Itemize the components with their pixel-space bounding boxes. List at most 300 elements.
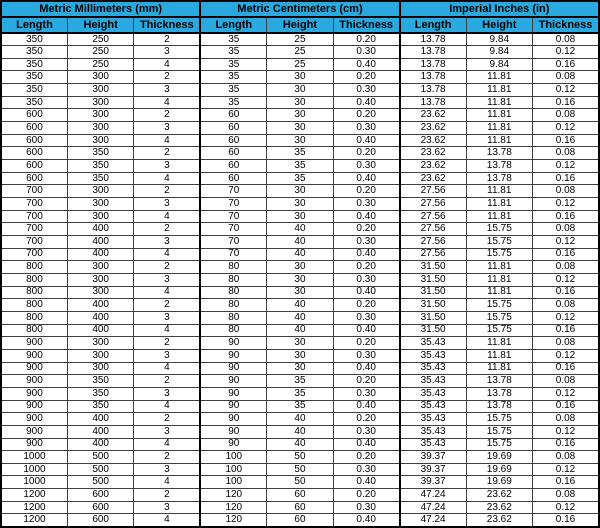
table-cell: 2 [134, 489, 200, 502]
table-cell: 0.30 [333, 84, 399, 97]
table-cell: 700 [1, 185, 67, 198]
table-cell: 30 [267, 261, 333, 274]
table-cell: 4 [134, 134, 200, 147]
table-cell: 19.69 [466, 463, 532, 476]
table-cell: 0.08 [533, 71, 600, 84]
table-row [1, 286, 599, 299]
table-cell: 300 [67, 286, 133, 299]
table-cell: 90 [200, 413, 266, 426]
table-body [1, 33, 599, 527]
table-cell: 0.12 [533, 160, 600, 173]
table-cell: 90 [200, 400, 266, 413]
table-cell: 700 [1, 248, 67, 261]
table-cell: 0.08 [533, 223, 600, 236]
table-cell: 2 [134, 261, 200, 274]
table-row [1, 46, 599, 59]
table-cell: 60 [267, 514, 333, 527]
table-cell: 15.75 [466, 311, 532, 324]
table-cell: 90 [200, 337, 266, 350]
table-row [1, 160, 599, 173]
table-cell: 600 [67, 489, 133, 502]
table-cell: 300 [67, 362, 133, 375]
table-cell: 3 [134, 198, 200, 211]
table-cell: 600 [1, 109, 67, 122]
table-row [1, 33, 599, 46]
table-cell: 300 [67, 185, 133, 198]
table-cell: 400 [67, 248, 133, 261]
table-cell: 0.16 [533, 96, 600, 109]
table-cell: 2 [134, 451, 200, 464]
table-cell: 2 [134, 413, 200, 426]
table-row [1, 400, 599, 413]
table-cell: 27.56 [400, 185, 466, 198]
table-cell: 23.62 [466, 489, 532, 502]
table-cell: 0.12 [533, 463, 600, 476]
col-header-cm-length: Length [200, 17, 266, 33]
table-cell: 30 [267, 349, 333, 362]
table-cell: 0.20 [333, 375, 399, 388]
table-cell: 11.81 [466, 96, 532, 109]
table-cell: 300 [67, 210, 133, 223]
table-cell: 23.62 [400, 147, 466, 160]
table-cell: 1200 [1, 489, 67, 502]
table-cell: 400 [67, 425, 133, 438]
table-cell: 25 [267, 33, 333, 46]
table-cell: 35.43 [400, 425, 466, 438]
table-cell: 15.75 [466, 324, 532, 337]
table-cell: 40 [267, 311, 333, 324]
table-cell: 13.78 [400, 96, 466, 109]
table-cell: 40 [267, 425, 333, 438]
table-cell: 35 [267, 160, 333, 173]
table-row [1, 198, 599, 211]
table-cell: 0.16 [533, 362, 600, 375]
table-row [1, 489, 599, 502]
table-row [1, 261, 599, 274]
table-cell: 11.81 [466, 109, 532, 122]
table-cell: 2 [134, 109, 200, 122]
table-cell: 11.81 [466, 273, 532, 286]
table-cell: 300 [67, 261, 133, 274]
table-cell: 11.81 [466, 349, 532, 362]
table-cell: 0.40 [333, 172, 399, 185]
table-cell: 3 [134, 501, 200, 514]
table-cell: 2 [134, 375, 200, 388]
table-cell: 23.62 [400, 134, 466, 147]
table-cell: 250 [67, 58, 133, 71]
table-cell: 0.40 [333, 324, 399, 337]
table-cell: 700 [1, 198, 67, 211]
table-cell: 1200 [1, 514, 67, 527]
table-cell: 4 [134, 248, 200, 261]
table-cell: 0.20 [333, 71, 399, 84]
table-cell: 35 [267, 172, 333, 185]
table-cell: 700 [1, 210, 67, 223]
table-cell: 30 [267, 71, 333, 84]
table-cell: 30 [267, 185, 333, 198]
table-cell: 300 [67, 109, 133, 122]
table-cell: 50 [267, 463, 333, 476]
table-cell: 0.30 [333, 387, 399, 400]
table-cell: 3 [134, 425, 200, 438]
table-header [1, 1, 599, 33]
table-cell: 600 [1, 160, 67, 173]
table-cell: 47.24 [400, 501, 466, 514]
table-cell: 90 [200, 349, 266, 362]
table-cell: 400 [67, 299, 133, 312]
table-cell: 300 [67, 96, 133, 109]
table-cell: 80 [200, 286, 266, 299]
table-cell: 0.08 [533, 375, 600, 388]
table-cell: 0.30 [333, 349, 399, 362]
table-row [1, 122, 599, 135]
table-cell: 4 [134, 438, 200, 451]
table-cell: 4 [134, 400, 200, 413]
table-cell: 27.56 [400, 236, 466, 249]
table-cell: 23.62 [400, 160, 466, 173]
table-cell: 4 [134, 286, 200, 299]
table-cell: 35.43 [400, 387, 466, 400]
table-cell: 300 [67, 337, 133, 350]
table-row [1, 375, 599, 388]
table-cell: 0.12 [533, 122, 600, 135]
table-row [1, 96, 599, 109]
table-cell: 31.50 [400, 286, 466, 299]
table-cell: 2 [134, 223, 200, 236]
table-cell: 0.30 [333, 46, 399, 59]
table-cell: 400 [67, 413, 133, 426]
table-cell: 30 [267, 362, 333, 375]
table-cell: 40 [267, 248, 333, 261]
table-cell: 350 [1, 84, 67, 97]
table-cell: 30 [267, 198, 333, 211]
table-cell: 0.20 [333, 489, 399, 502]
table-cell: 0.20 [333, 109, 399, 122]
table-cell: 0.16 [533, 286, 600, 299]
table-cell: 400 [67, 438, 133, 451]
table-cell: 50 [267, 451, 333, 464]
table-cell: 2 [134, 299, 200, 312]
table-cell: 0.20 [333, 261, 399, 274]
table-cell: 0.20 [333, 147, 399, 160]
table-cell: 900 [1, 349, 67, 362]
table-cell: 15.75 [466, 413, 532, 426]
table-cell: 2 [134, 33, 200, 46]
table-cell: 13.78 [400, 84, 466, 97]
col-header-mm-height: Height [67, 17, 133, 33]
table-cell: 13.78 [400, 71, 466, 84]
table-cell: 30 [267, 134, 333, 147]
table-cell: 27.56 [400, 198, 466, 211]
table-cell: 13.78 [400, 46, 466, 59]
table-cell: 350 [67, 387, 133, 400]
table-cell: 90 [200, 375, 266, 388]
table-cell: 0.08 [533, 337, 600, 350]
table-cell: 70 [200, 185, 266, 198]
table-cell: 800 [1, 286, 67, 299]
col-header-cm-height: Height [267, 17, 333, 33]
table-cell: 0.40 [333, 58, 399, 71]
table-cell: 900 [1, 400, 67, 413]
table-cell: 0.40 [333, 476, 399, 489]
table-cell: 900 [1, 413, 67, 426]
table-cell: 0.30 [333, 463, 399, 476]
table-cell: 11.81 [466, 261, 532, 274]
table-cell: 600 [1, 122, 67, 135]
table-row [1, 387, 599, 400]
table-cell: 3 [134, 236, 200, 249]
table-cell: 700 [1, 236, 67, 249]
table-row [1, 425, 599, 438]
table-cell: 500 [67, 476, 133, 489]
table-cell: 500 [67, 463, 133, 476]
table-row [1, 248, 599, 261]
table-cell: 11.81 [466, 134, 532, 147]
table-cell: 600 [67, 514, 133, 527]
table-cell: 60 [267, 489, 333, 502]
table-cell: 0.40 [333, 248, 399, 261]
table-cell: 11.81 [466, 122, 532, 135]
table-cell: 0.12 [533, 46, 600, 59]
group-header-metric-centimeters: Metric Centimeters (cm) [200, 1, 399, 17]
table-cell: 0.16 [533, 324, 600, 337]
table-cell: 120 [200, 514, 266, 527]
table-cell: 900 [1, 438, 67, 451]
table-cell: 700 [1, 223, 67, 236]
table-cell: 4 [134, 514, 200, 527]
table-cell: 15.75 [466, 223, 532, 236]
table-row [1, 324, 599, 337]
table-cell: 0.08 [533, 185, 600, 198]
table-cell: 15.75 [466, 248, 532, 261]
table-cell: 90 [200, 425, 266, 438]
table-cell: 0.40 [333, 438, 399, 451]
table-cell: 250 [67, 46, 133, 59]
table-row [1, 58, 599, 71]
table-cell: 0.12 [533, 349, 600, 362]
table-row [1, 185, 599, 198]
table-row [1, 172, 599, 185]
table-cell: 0.08 [533, 451, 600, 464]
column-header-row [1, 17, 599, 33]
table-cell: 3 [134, 273, 200, 286]
table-cell: 60 [200, 109, 266, 122]
table-cell: 0.08 [533, 261, 600, 274]
table-cell: 3 [134, 122, 200, 135]
table-cell: 23.62 [466, 514, 532, 527]
table-row [1, 476, 599, 489]
table-cell: 3 [134, 387, 200, 400]
table-cell: 31.50 [400, 261, 466, 274]
table-cell: 30 [267, 84, 333, 97]
table-cell: 3 [134, 160, 200, 173]
table-cell: 13.78 [466, 400, 532, 413]
table-cell: 40 [267, 413, 333, 426]
table-cell: 9.84 [466, 33, 532, 46]
table-cell: 3 [134, 46, 200, 59]
unit-group-header-row [1, 1, 599, 17]
table-cell: 39.37 [400, 463, 466, 476]
table-cell: 4 [134, 96, 200, 109]
table-row [1, 210, 599, 223]
table-cell: 0.40 [333, 286, 399, 299]
table-row [1, 299, 599, 312]
table-cell: 0.20 [333, 223, 399, 236]
table-cell: 30 [267, 122, 333, 135]
table-cell: 4 [134, 172, 200, 185]
table-cell: 250 [67, 33, 133, 46]
table-cell: 30 [267, 273, 333, 286]
table-cell: 60 [267, 501, 333, 514]
table-cell: 35.43 [400, 438, 466, 451]
table-cell: 11.81 [466, 286, 532, 299]
table-row [1, 147, 599, 160]
table-cell: 800 [1, 311, 67, 324]
group-header-imperial-inches: Imperial Inches (in) [400, 1, 599, 17]
table-cell: 0.16 [533, 248, 600, 261]
table-cell: 15.75 [466, 425, 532, 438]
table-cell: 0.16 [533, 134, 600, 147]
table-cell: 4 [134, 476, 200, 489]
table-cell: 60 [200, 160, 266, 173]
table-cell: 35 [200, 96, 266, 109]
table-cell: 0.08 [533, 109, 600, 122]
table-cell: 0.08 [533, 299, 600, 312]
table-cell: 600 [1, 147, 67, 160]
table-cell: 23.62 [466, 501, 532, 514]
table-cell: 100 [200, 476, 266, 489]
table-cell: 0.08 [533, 413, 600, 426]
table-cell: 31.50 [400, 311, 466, 324]
table-cell: 47.24 [400, 489, 466, 502]
table-cell: 300 [67, 84, 133, 97]
table-cell: 9.84 [466, 58, 532, 71]
table-cell: 0.12 [533, 387, 600, 400]
table-cell: 60 [200, 172, 266, 185]
table-row [1, 451, 599, 464]
table-cell: 2 [134, 71, 200, 84]
table-cell: 31.50 [400, 299, 466, 312]
table-cell: 0.20 [333, 413, 399, 426]
table-cell: 80 [200, 324, 266, 337]
col-header-cm-thickness: Thickness [333, 17, 399, 33]
table-cell: 15.75 [466, 236, 532, 249]
table-cell: 0.12 [533, 198, 600, 211]
table-cell: 400 [67, 223, 133, 236]
table-cell: 300 [67, 134, 133, 147]
table-cell: 350 [1, 46, 67, 59]
table-cell: 35.43 [400, 400, 466, 413]
table-cell: 40 [267, 299, 333, 312]
table-cell: 300 [67, 198, 133, 211]
table-cell: 70 [200, 236, 266, 249]
table-cell: 350 [1, 71, 67, 84]
table-row [1, 362, 599, 375]
table-cell: 900 [1, 337, 67, 350]
table-cell: 3 [134, 463, 200, 476]
table-cell: 350 [1, 33, 67, 46]
table-cell: 0.30 [333, 311, 399, 324]
table-cell: 350 [1, 58, 67, 71]
table-cell: 0.16 [533, 400, 600, 413]
table-cell: 350 [67, 160, 133, 173]
table-cell: 35 [267, 387, 333, 400]
table-cell: 0.16 [533, 172, 600, 185]
table-cell: 80 [200, 273, 266, 286]
table-cell: 0.08 [533, 33, 600, 46]
table-cell: 15.75 [466, 438, 532, 451]
table-cell: 35 [267, 400, 333, 413]
table-cell: 3 [134, 349, 200, 362]
table-cell: 25 [267, 58, 333, 71]
table-cell: 800 [1, 324, 67, 337]
table-cell: 300 [67, 71, 133, 84]
table-cell: 30 [267, 337, 333, 350]
table-cell: 100 [200, 451, 266, 464]
table-cell: 800 [1, 299, 67, 312]
table-cell: 0.40 [333, 210, 399, 223]
table-cell: 0.40 [333, 362, 399, 375]
table-cell: 900 [1, 375, 67, 388]
table-cell: 600 [67, 501, 133, 514]
table-cell: 11.81 [466, 198, 532, 211]
table-row [1, 84, 599, 97]
table-cell: 35.43 [400, 413, 466, 426]
table-cell: 600 [1, 134, 67, 147]
table-row [1, 71, 599, 84]
table-row [1, 438, 599, 451]
table-cell: 0.30 [333, 160, 399, 173]
table-cell: 0.20 [333, 299, 399, 312]
table-cell: 0.20 [333, 33, 399, 46]
table-cell: 80 [200, 261, 266, 274]
table-cell: 25 [267, 46, 333, 59]
table-cell: 35.43 [400, 375, 466, 388]
col-header-in-thickness: Thickness [533, 17, 600, 33]
table-cell: 0.40 [333, 400, 399, 413]
table-row [1, 109, 599, 122]
table-cell: 30 [267, 210, 333, 223]
table-cell: 1000 [1, 476, 67, 489]
table-cell: 400 [67, 236, 133, 249]
table-cell: 0.30 [333, 122, 399, 135]
table-cell: 2 [134, 337, 200, 350]
table-cell: 31.50 [400, 324, 466, 337]
table-cell: 0.12 [533, 273, 600, 286]
table-cell: 1000 [1, 451, 67, 464]
col-header-in-height: Height [466, 17, 532, 33]
group-header-metric-millimeters: Metric Millimeters (mm) [1, 1, 200, 17]
table-row [1, 514, 599, 527]
table-cell: 0.08 [533, 147, 600, 160]
table-cell: 300 [67, 349, 133, 362]
table-cell: 300 [67, 273, 133, 286]
table-row [1, 223, 599, 236]
table-cell: 0.30 [333, 501, 399, 514]
table-cell: 0.16 [533, 58, 600, 71]
table-cell: 35.43 [400, 337, 466, 350]
table-cell: 35 [200, 84, 266, 97]
table-cell: 350 [1, 96, 67, 109]
table-cell: 1200 [1, 501, 67, 514]
table-cell: 0.20 [333, 185, 399, 198]
table-cell: 9.84 [466, 46, 532, 59]
table-cell: 0.30 [333, 236, 399, 249]
table-cell: 900 [1, 425, 67, 438]
table-row [1, 413, 599, 426]
table-cell: 0.16 [533, 514, 600, 527]
table-cell: 11.81 [466, 362, 532, 375]
